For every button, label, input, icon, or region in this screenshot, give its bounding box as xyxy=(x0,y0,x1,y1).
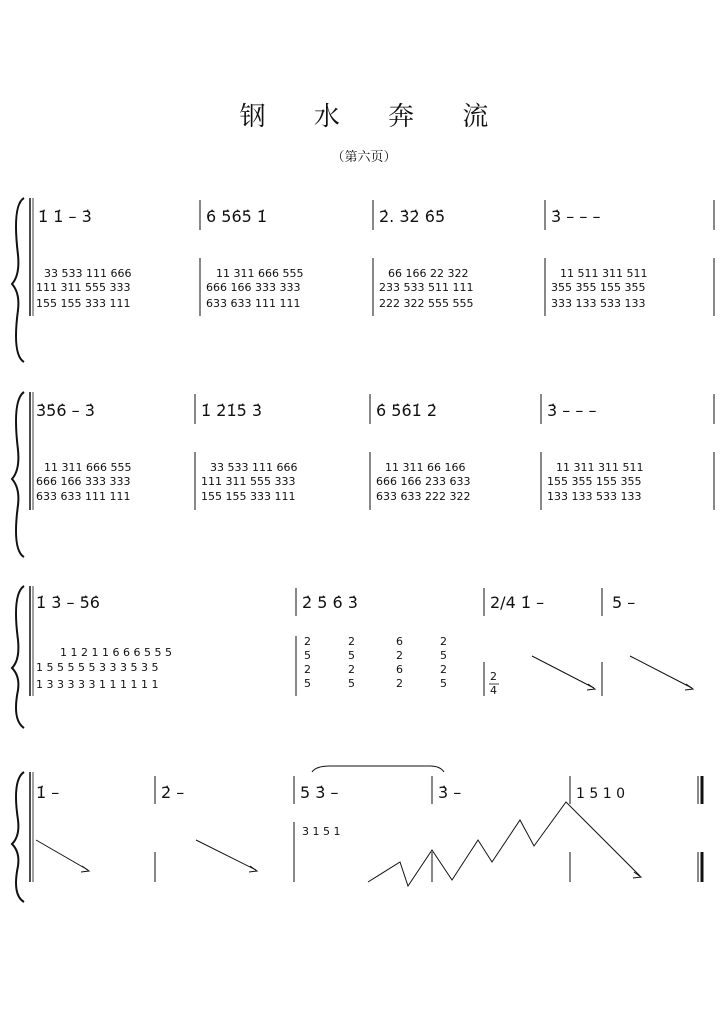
bass-top-measure: 1 5 5 5 5 5 3 3 3 5 3 5 xyxy=(36,661,159,674)
svg-text:2: 2 xyxy=(348,663,355,676)
svg-text:5: 5 xyxy=(304,677,311,690)
svg-text:5: 5 xyxy=(348,649,355,662)
mid-measure: 33 533 111 666 xyxy=(44,267,132,280)
bass-measure: 633 633 111 111 xyxy=(206,297,301,310)
system-4 xyxy=(12,766,702,902)
bass-measure: 133 133 533 133 xyxy=(547,490,642,503)
svg-text:2: 2 xyxy=(304,663,311,676)
glissando-wave xyxy=(368,802,640,886)
rolled-chord: 3 1 5 1 xyxy=(302,825,341,838)
time-signature-bottom: 4 xyxy=(490,684,497,697)
bass-measure: 1 3 3 3 3 3 1 1 1 1 1 1 xyxy=(36,678,159,691)
bass-measure: 222 322 555 555 xyxy=(379,297,474,310)
svg-text:5: 5 xyxy=(440,649,447,662)
glissando-arrow xyxy=(630,656,692,688)
treble-measure: 2̇ – xyxy=(161,783,185,802)
bass-top-measure: 666 166 333 333 xyxy=(36,475,131,488)
bass-top-measure: 355 355 155 355 xyxy=(551,281,646,294)
bass-measure: 155 155 333 111 xyxy=(36,297,131,310)
svg-text:5: 5 xyxy=(304,649,311,662)
tie-slur xyxy=(312,766,444,772)
bass-top-measure: 233 533 511 111 xyxy=(379,281,474,294)
glissando-arrow xyxy=(196,840,256,870)
mid-measure: 11 311 66 166 xyxy=(385,461,466,474)
svg-text:6: 6 xyxy=(396,663,403,676)
treble-measure: 1̇ – xyxy=(36,783,60,802)
bass-top-measure: 666 166 333 333 xyxy=(206,281,301,294)
glissando-arrow xyxy=(36,840,88,870)
treble-measure: 2̇ 5̇ 6̇ 3̇ xyxy=(302,593,358,612)
brace xyxy=(12,586,24,728)
treble-measure: 5 – xyxy=(612,593,636,612)
svg-text:2: 2 xyxy=(396,649,403,662)
mid-measure: 11 311 311 511 xyxy=(556,461,644,474)
treble-measure: 3̇ – xyxy=(438,783,462,802)
mid-measure: 33 533 111 666 xyxy=(210,461,298,474)
bass-measure: 633 633 111 111 xyxy=(36,490,131,503)
chord-stack xyxy=(304,635,447,690)
svg-text:5: 5 xyxy=(440,677,447,690)
svg-text:2: 2 xyxy=(440,663,447,676)
brace xyxy=(12,198,24,362)
treble-measure: 3̇ – – – xyxy=(551,207,601,226)
treble-measure: 1̇ 1̇ – 3̇ xyxy=(38,207,92,226)
mid-measure: 11 311 666 555 xyxy=(44,461,132,474)
treble-measure: 6̇ 5̇6̇1̇ 2̇ xyxy=(376,401,438,420)
brace xyxy=(12,772,24,902)
mid-measure: 11 511 311 511 xyxy=(560,267,648,280)
treble-measure: 3̇ – – – xyxy=(547,401,597,420)
svg-text:5: 5 xyxy=(348,677,355,690)
treble-measure: 1̇ 3̇ – 5̇6̇ xyxy=(36,593,100,612)
bass-measure: 155 155 333 111 xyxy=(201,490,296,503)
mid-measure: 66 166 22 322 xyxy=(388,267,469,280)
time-signature-top: 2 xyxy=(490,670,497,683)
svg-text:2: 2 xyxy=(396,677,403,690)
bass-top-measure: 111 311 555 333 xyxy=(201,475,296,488)
bass-measure: 333 133 533 133 xyxy=(551,297,646,310)
system-3 xyxy=(12,586,693,728)
treble-measure: 6̇ 5̇6̇5̇ 1̇ xyxy=(206,207,268,226)
treble-measure: 2̇. 3̇2̇ 6̇5̇ xyxy=(379,207,446,226)
glissando-arrow xyxy=(532,656,594,688)
system-1 xyxy=(12,198,714,362)
system-2 xyxy=(12,392,714,557)
svg-text:2: 2 xyxy=(440,635,447,648)
page-title: 钢 水 奔 流 xyxy=(239,102,509,132)
svg-text:2: 2 xyxy=(348,635,355,648)
mid-measure: 11 311 666 555 xyxy=(216,267,304,280)
page-subtitle: （第六页） xyxy=(331,150,397,165)
treble-measure: 3̇5̇6̇ – 3̇ xyxy=(36,401,95,420)
bass-measure: 633 633 222 322 xyxy=(376,490,471,503)
svg-text:2: 2 xyxy=(304,635,311,648)
bass-top-measure: 155 355 155 355 xyxy=(547,475,642,488)
bass-top-measure: 666 166 233 633 xyxy=(376,475,471,488)
mid-measure: 1 1 2 1 1 6 6 6 5 5 5 xyxy=(60,646,172,659)
treble-measure: 2/4 1̇ – xyxy=(490,593,545,612)
brace xyxy=(12,392,24,557)
treble-measure: 1 5 1 0 xyxy=(576,786,625,802)
bass-top-measure: 111 311 555 333 xyxy=(36,281,131,294)
treble-measure: 5 3̇ – xyxy=(300,783,339,802)
svg-text:6: 6 xyxy=(396,635,403,648)
treble-measure: 1̇ 2̇1̇5̇ 3̇ xyxy=(201,401,263,420)
